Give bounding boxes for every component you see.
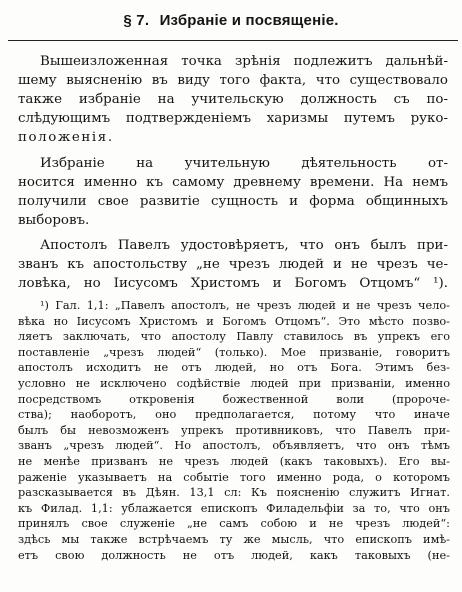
footnote-line: ¹) Гал. 1,1: „Павелъ апостолъ, не чрезъ людей и не чрезъ чело- (40, 299, 450, 312)
text-line: также избраніе на учительскую должность съ по- (18, 92, 448, 107)
footnote-line: былъ бы невозможенъ упрекъ противниковъ, что Павелъ при- (18, 423, 450, 437)
footnote-line: званъ „чрезъ людей“. Но апостолъ, объявляетъ, что онъ тѣмъ (18, 439, 450, 453)
footnote-line: поставленіе „чрезъ людей“ (только). Мое призваніе, говоритъ (18, 345, 450, 359)
text-line: выборовъ. (18, 213, 90, 228)
footnote-block (18, 298, 450, 563)
footnote-line: ляетъ заключать, что апостолу Павлу ставилось въ упрекъ его (18, 330, 450, 344)
text-line: Избраніе на учительную дѣятельность от- (40, 156, 448, 171)
section-number: § 7. (123, 12, 150, 29)
paragraph-2 (18, 154, 448, 230)
footnote-line: разсказывается въ Дѣян. 13,1 сл: Къ поясненію служитъ Игнат. (18, 486, 450, 500)
footnote-line: принялъ свое служеніе „не самъ собою и не чрезъ людей“: (18, 517, 450, 531)
text-line: Вышеизложенная точка зрѣнія подлежитъ дальнѣй- (40, 54, 448, 69)
text-line: шему выясненію въ виду того факта, что существовало (18, 73, 448, 88)
paragraph-1 (18, 52, 448, 147)
text-line: положенія. (18, 130, 114, 145)
heading-divider (8, 40, 458, 41)
footnote-line: раженіе указываетъ на событіе того именно рода, о которомъ (18, 470, 450, 484)
text-line: Апостолъ Павелъ удостовѣряетъ, что онъ былъ при- (40, 238, 448, 253)
text-line: ловѣка, но Іисусомъ Христомъ и Богомъ Отцомъ“ ¹). (18, 276, 448, 291)
text-line: званъ къ апостольству „не чрезъ людей и не чрезъ че- (18, 257, 448, 272)
footnote-line: не менѣе призванъ не чрезъ людей (какъ таковыхъ). Его вы- (18, 454, 450, 468)
paragraph-3 (18, 236, 448, 293)
footnote-line: вѣка но Іисусомъ Христомъ и Богомъ Отцомъ“. Это мѣсто позво- (18, 314, 450, 328)
footnote-line: посредствомъ откровенія божественной воли (пророче- (18, 392, 450, 406)
footnote-line: ства); наоборотъ, оно предполагается, потому что иначе (18, 408, 450, 422)
text-line: носится именно къ самому древнему времени. На немъ (18, 175, 448, 190)
section-title: Избраніе и посвященіе. (159, 12, 339, 29)
footnote-line: условно не исключено содѣйствіе людей при призваніи, именно (18, 376, 450, 390)
section-heading (0, 12, 462, 29)
text-line: слѣдующимъ подтвержденіемъ харизмы путемъ руко- (18, 111, 448, 126)
footnote-line: къ Филад. 1,1: ублажается епископъ Филадельфіи за то, что онъ (18, 501, 450, 515)
footnote-line: здѣсь мы также встрѣчаемъ ту же мысль, что епископъ имѣ- (18, 532, 450, 546)
footnote-line: етъ свою должность не отъ людей, какъ таковыхъ (не- (18, 548, 450, 562)
text-line: получили свое развитіе сущность и форма общинныхъ (18, 194, 448, 209)
footnote-line: апостолъ исходитъ не отъ людей, но отъ Бога. Этимъ без- (18, 361, 450, 375)
